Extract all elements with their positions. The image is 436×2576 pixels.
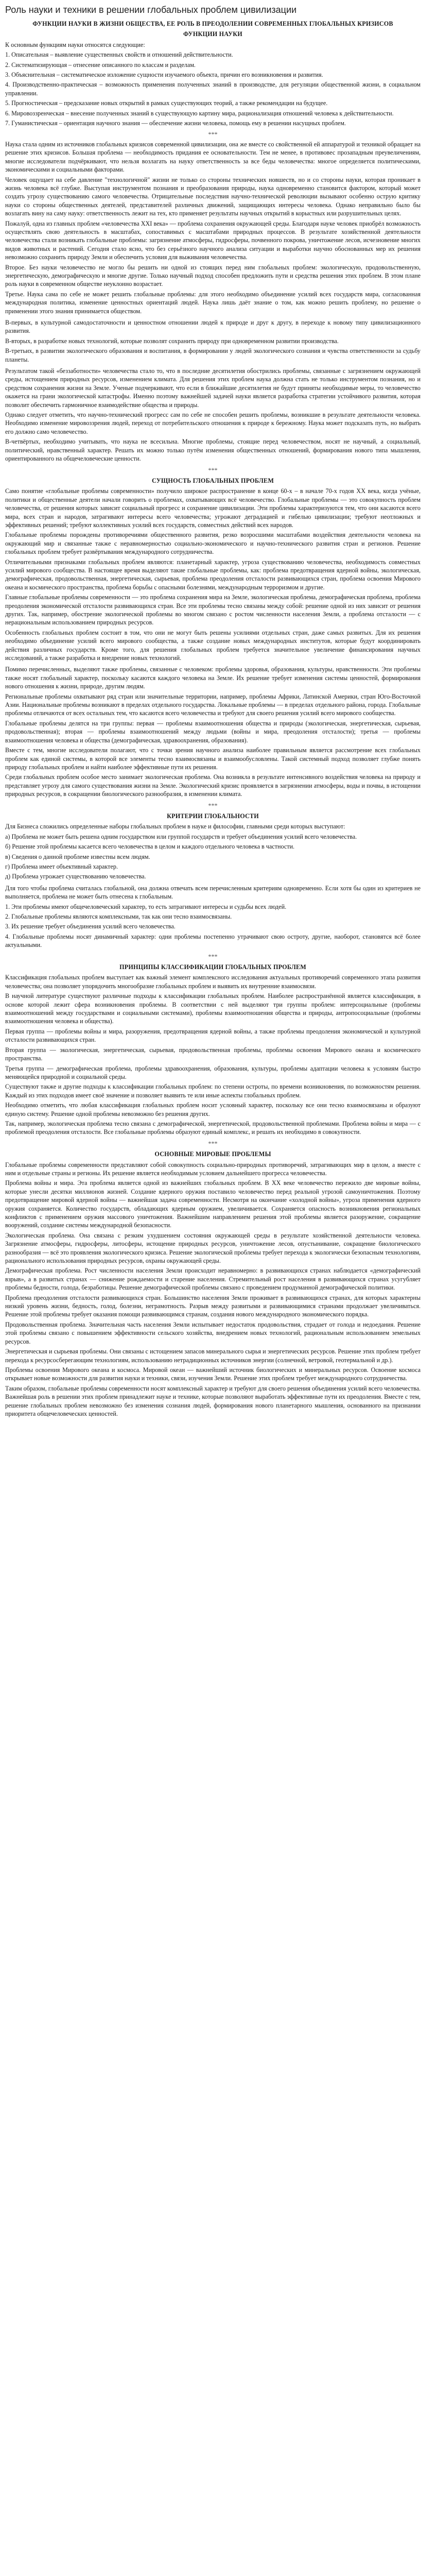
section1-paragraphs xyxy=(5,140,421,315)
paragraph: Необходимо отметить, что любая классификация глобальных проблем носит условный характер, поскольку все они тесно взаимосвязаны и образуют единую систему. Решение одной проблемы невозможно без решения других. xyxy=(5,1101,421,1117)
paragraph: 4. Глобальные проблемы носят динамичный характер: одни проблемы постепенно утрачивают свою остроту, другие, наоборот, становятся всё более актуальными. xyxy=(5,933,421,949)
paragraph: Помимо перечисленных, выделяют также проблемы, связанные с человеком: проблемы здоровья, образования, культуры, нравственности. Эти проблемы также носят глобальный характер, поскольку касаются каждого человека на Земле. Их решение требует изменения системы ценностей, формирования нового отношения к жизни, природе, другим людям. xyxy=(5,666,421,690)
paragraph: Классификация глобальных проблем выступает как важный элемент комплексного исследования актуальных противоречий современного этапа развития человечества; она позволяет упорядочить многообразие глобальных проблем и выявить их внутренние взаимосвязи. xyxy=(5,974,421,990)
section1-numbered-paragraphs xyxy=(5,318,421,364)
criteria-item: б) Решение этой проблемы касается всего человечества в целом и каждого отдельного человека в частности. xyxy=(5,843,295,851)
criteria-list xyxy=(5,833,421,881)
paragraph: Само понятие «глобальные проблемы современности» получило широкое распространение в конце 60-х – в начале 70-х годов XX века, когда учёные, политики и общественные деятели начали говорить о проблемах, охватывающих всё человечество. Глобальные проблемы — это совокупность проблем человечества, от решения которых зависит социальный прогресс и сохранение цивилизации. Эти проблемы характеризуются тем, что они касаются всего мира, всех стран и народов, затрагивают интересы всего человечества; угрожают деградацией и гибелью цивилизации; требуют неотложных и эффективных решений; требуют коллективных усилий всех государств, совместных действий всех народов. xyxy=(5,487,421,529)
section-heading-world-problems: ОСНОВНЫЕ МИРОВЫЕ ПРОБЛЕМЫ xyxy=(154,1150,271,1158)
paragraph: Третья группа — демографическая проблема, проблемы здравоохранения, образования, культуры, проблемы адаптации человека к условиям быстро меняющейся природной и социальной среды. xyxy=(5,1064,421,1080)
subtitle-main: ФУНКЦИИ НАУКИ В ЖИЗНИ ОБЩЕСТВА, ЕЕ РОЛЬ В ПРЕОДОЛЕНИИ СОВРЕМЕННЫХ ГЛОБАЛЬНЫХ КРИЗИСОВ xyxy=(32,20,393,27)
paragraph: Вторая группа — экологическая, энергетическая, сырьевая, продовольственная проблемы, проблемы освоения Мирового океана и космического пространства. xyxy=(5,1046,421,1062)
paragraph: Проблема преодоления отсталости развивающихся стран. Большинство населения Земли проживает в развивающихся странах, для которых характерны низкий уровень жизни, бедность, голод, болезни, неграмотность. Разрыв между развитыми и развивающимися странами продолжает увеличиваться. Решение этой проблемы требует оказания помощи развивающимся странам, создания нового международного экономического порядка. xyxy=(5,1294,421,1318)
paragraph: Результатом такой «беззаботности» человечества стало то, что в последние десятилетия обострились проблемы, связанные с загрязнением окружающей среды, истощением природных ресурсов, изменением климата. Для решения этих проблем наука должна стать не только инструментом познания, но и средством сохранения жизни на Земле. Ученые подчеркивают, что если в ближайшие десятилетия не будут приняты необходимые меры, то человечество окажется на грани экологической катастрофы. Именно поэтому важнейшей задачей науки является разработка стратегии устойчивого развития, которая позволит обеспечить гармоничное взаимодействие общества и природы. xyxy=(5,367,421,409)
section4-paragraphs xyxy=(5,973,421,1136)
function-item: 2. Систематизирующая – отнесение описанного по классам и разделам. xyxy=(5,61,196,69)
section-intro: Для Бизнеса сложились определенные наборы глобальных проблем в науке и философии, главными среди которых выступают: xyxy=(5,823,345,831)
paragraph: Существуют также и другие подходы к классификации глобальных проблем: по степени остроты, по времени возникновения, по возможностям решения. Каждый из этих подходов имеет своё значение и позволяет выявить те или иные аспекты глобальных проблем. xyxy=(5,1083,421,1099)
criteria-item: а) Проблема не может быть решена одним государством или группой государств и требует объединения усилий всего человечества. xyxy=(5,833,357,840)
paragraph: Третье. Наука сама по себе не может решить глобальные проблемы: для этого необходимо объединение усилий всех государств мира, согласованная международная политика, изменение ценностных ориентаций людей. Наука лишь даёт знание о том, как можно решить проблему, но решение о применении этого знания принимается обществом. xyxy=(5,290,421,315)
paragraph: Вместе с тем, многие исследователи полагают, что с точки зрения научного анализа наиболее правильным является рассмотрение всех глобальных проблем как единой системы, в которой все элементы тесно взаимосвязаны и взаимообусловлены. Такой системный подход позволяет глубже понять природу глобальных проблем и найти наиболее эффективные пути их решения. xyxy=(5,747,421,771)
separator: *** xyxy=(208,1140,218,1147)
paragraph: Экологическая проблема. Она связана с резким ухудшением состояния окружающей среды в результате хозяйственной деятельности человека. Загрязнение атмосферы, гидросферы, литосферы, истощение природных ресурсов, уничтожение лесов, опустынивание, сокращение биологического разнообразия — всё это проявления экологического кризиса. Решение экологической проблемы требует перехода к экологически безопасным технологиям, рационального использования природных ресурсов, охраны окружающей среды. xyxy=(5,1231,421,1265)
paragraph: В-третьих, в развитии экологического образования и воспитания, в формировании у людей экологического сознания и чувства ответственности за судьбу планеты. xyxy=(5,347,421,363)
criteria-item: в) Сведения о данной проблеме известны всем людям. xyxy=(5,853,150,860)
section3-paragraphs xyxy=(5,884,421,950)
section-heading-criteria: КРИТЕРИИ ГЛОБАЛЬНОСТИ xyxy=(167,812,259,820)
section2-paragraphs xyxy=(5,487,421,662)
criteria-item: г) Проблема имеет объективный характер. xyxy=(5,862,118,870)
separator: *** xyxy=(208,802,218,809)
paragraph: Однако следует отметить, что научно-технический прогресс сам по себе не способен решить проблемы, возникшие в результате деятельности человека. Необходимо изменение мировоззрения людей, переход от потребительского отношения к природе к бережному. Наука может подсказать путь, но выбрать его должно само человечество. xyxy=(5,411,421,435)
paragraph: Второе. Без науки человечество не могло бы решить ни одной из стоящих перед ним глобальных проблем: экологическую, продовольственную, энергетическую, демографическую и многие другие. Только научный подход способен предложить пути и средства решения этих проблем. В этом плане роль науки в современном обществе неуклонно возрастает. xyxy=(5,263,421,288)
function-item: 4. Производственно-практическая – возможность применения полученных знаний в производстве, для регуляции общественной жизни, в социальном управлении. xyxy=(5,81,421,97)
paragraph: Продовольственная проблема. Значительная часть населения Земли испытывает недостаток продовольствия, страдает от голода и недоедания. Решение этой проблемы связано с повышением эффективности сельского хозяйства, внедрением новых технологий, рациональным использованием земельных ресурсов. xyxy=(5,1320,421,1345)
paragraph: Отличительными признаками глобальных проблем являются: планетарный характер, угроза существованию человечества, необходимость совместных усилий мирового сообщества. В настоящее время выделяют такие глобальные проблемы, как: проблема предотвращения ядерной войны, экологическая, демографическая, продовольственная, энергетическая, сырьевая, проблема преодоления отсталости развивающихся стран, проблема освоения Мирового океана и космического пространства, проблема борьбы с опасными болезнями, международным терроризмом и другие. xyxy=(5,558,421,591)
paragraph: В-вторых, в разработке новых технологий, которые позволят сохранить природу при одновременном развитии производства. xyxy=(5,337,339,345)
function-item: 5. Прогностическая – предсказание новых открытий в рамках существующих теорий, а также рекомендации на будущее. xyxy=(5,99,328,107)
paragraph: В-первых, в культурной самодостаточности и ценностном отношении людей к природе и друг к другу, в переходе к новому типу цивилизационного развития. xyxy=(5,319,421,335)
paragraph: В научной литературе существуют различные подходы к классификации глобальных проблем. Наиболее распространённой является классификация, в основе которой лежит сфера возникновения проблемы. В соответствии с ней выделяют три группы проблем: интерсоциальные (проблемы взаимоотношений между государствами и социальными системами), проблемы взаимоотношения общества и природы, антропосоциальные (проблемы взаимоотношения человека и общества). xyxy=(5,992,421,1025)
separator: *** xyxy=(208,953,218,960)
functions-list xyxy=(5,50,421,127)
function-item: 6. Мировоззренческая – внесение полученных знаний в существующую картину мира, рационализация отношений человека к действительности. xyxy=(5,109,394,117)
paragraph: 2. Глобальные проблемы являются комплексными, так как они тесно взаимосвязаны. xyxy=(5,913,232,920)
paragraph: Пожалуй, одна из главных проблем «человечества XXI века» — проблема сохранения окружающей среды. Благодаря науке человек приобрёл возможность осуществлять свою деятельность в масштабах, сопоставимых с масштабами природных процессов. В результате хозяйственной деятельности человечества стали возникать глобальные проблемы: загрязнение атмосферы, гидросферы, почвенного покрова, уничтожение лесов, исчезновение многих видов животных и растений. Сегодня стало ясно, что без серьёзного научного анализа ситуации и выработки научно обоснованных мер их решения невозможно сохранить природу Земли и обеспечить условия для выживания человечества. xyxy=(5,219,421,261)
function-item: 3. Объяснительная – систематическое изложение сущности изучаемого объекта, причин его возникновения и развития. xyxy=(5,71,323,79)
function-item: 1. Описательная – выявление существенных свойств и отношений действительности. xyxy=(5,51,233,59)
section-intro: К основным функциям науки относятся следующие: xyxy=(5,41,145,48)
paragraph: Глобальные проблемы порождены противоречиями общественного развития, резко возросшими масштабами воздействия деятельности человека на окружающий мир и связанные также с неравномерностью социально-экономического и научно-технического развития стран и регионов. Решение глобальных проблем требует развёртывания международного сотрудничества. xyxy=(5,531,421,556)
section5-paragraphs xyxy=(5,1161,421,1418)
section2-more-paragraphs xyxy=(5,665,421,798)
paragraph: 3. Их решение требует объединения усилий всего человечества. xyxy=(5,923,176,930)
paragraph: Глобальные проблемы делятся на три группы: первая — проблемы взаимоотношения общества и природы (экологическая, энергетическая, сырьевая, продовольственная); вторая — проблемы взаимоотношений между людьми (войны и мира, преодоления отсталости); третья — проблемы взаимоотношения человека и общества (демографическая, здравоохранения, образования). xyxy=(5,719,421,744)
paragraph: Человек ощущает на себе давление "технологичной" жизни не только со стороны технических новшеств, но и со стороны науки, которая проникает в жизнь человека всё глубже. Выступая инструментом познания и преобразования природы, наука одновременно становится фактором, который может создать угрозу существованию самого человечества. Отрицательные последствия научно-технической революции вызывают особенно острую критику науки со стороны общественных деятелей, представителей различных движений, защищающих интересы человека. Однако неправильно было бы возлагать вину на саму науку: ответственность лежит на тех, кто применяет результаты научных открытий в корыстных или разрушительных целях. xyxy=(5,176,421,217)
separator: *** xyxy=(208,131,218,139)
paragraph: Проблемы освоения Мирового океана и космоса. Мировой океан — важнейший источник биологических и минеральных ресурсов. Освоение космоса открывает новые возможности для развития науки и техники, связи, изучения Земли. Решение этих проблем требует международного сотрудничества. xyxy=(5,1366,421,1382)
paragraph: Так, например, экологическая проблема тесно связана с демографической, энергетической, продовольственной проблемами. Проблема войны и мира — с проблемой преодоления отсталости. Все глобальные проблемы образуют единый комплекс, и решать их необходимо в совокупности. xyxy=(5,1120,421,1136)
paragraph: Среди глобальных проблем особое место занимает экологическая проблема. Она возникла в результате интенсивного воздействия человека на природу и представляет угрозу для самого существования жизни на Земле. Экологический кризис проявляется в загрязнении атмосферы, воды и почвы, в истощении природных ресурсов, в сокращении биологического разнообразия, в изменении климата. xyxy=(5,773,421,798)
paragraph: Региональные проблемы охватывают ряд стран или значительные территории, например, проблемы Африки, Латинской Америки, стран Юго-Восточной Азии. Национальные проблемы возникают в пределах отдельного государства. Локальные проблемы — в пределах отдельного района, города. Глобальные проблемы отличаются от всех остальных тем, что касаются всего человечества и требуют для своего решения усилий всего мирового сообщества. xyxy=(5,692,421,717)
paragraph: В-четвёртых, необходимо учитывать, что наука не всесильна. Многие проблемы, стоящие перед человечеством, носят не научный, а социальный, политический, нравственный характер. Решать их можно только путём изменения общественных отношений, формирования нового типа мышления, ориентированного на общечеловеческие ценности. xyxy=(5,438,421,463)
section1-more-paragraphs xyxy=(5,367,421,463)
section-heading-functions: ФУНКЦИИ НАУКИ xyxy=(183,30,242,38)
paragraph: Глобальные проблемы современности представляют собой совокупность социально-природных противоречий, затрагивающих мир в целом, а вместе с ним и отдельные страны и регионы. Их решение является необходимым условием дальнейшего прогресса человечества. xyxy=(5,1161,421,1177)
paragraph: Наука стала одним из источников глобальных кризисов современной цивилизации, она же вместе со свойственной ей аппаратурой и техникой обращает на решение этих кризисов. Большая проблема — необходимость придания ее основательности. Тем не менее, в противовес прозападным преувеличениям, многие исследователи подчёркивают, что нельзя возлагать на науку ответственность за все беды человечества: многое определяется политическими, экономическими и социальными факторами. xyxy=(5,140,421,174)
paragraph: Демографическая проблема. Рост численности населения Земли происходит неравномерно: в развивающихся странах наблюдается «демографический взрыв», а в развитых странах — снижение рождаемости и старение населения. Стремительный рост населения в развивающихся странах усугубляет проблемы бедности, голода, безработицы. Решение демографической проблемы связано с проведением продуманной демографической политики. xyxy=(5,1267,421,1292)
section-heading-essence: СУЩНОСТЬ ГЛОБАЛЬНЫХ ПРОБЛЕМ xyxy=(151,477,274,484)
separator: *** xyxy=(208,466,218,474)
page-title: Роль науки и техники в решении глобальных проблем цивилизации xyxy=(5,5,297,15)
function-item: 7. Гуманистическая – ориентация научного знания — обеспечение жизни человека, помощь ему в решении насущных проблем. xyxy=(5,120,346,127)
paragraph: Энергетическая и сырьевая проблемы. Они связаны с истощением запасов минерального сырья и энергетических ресурсов. Решение этих проблем требует перехода к ресурсосберегающим технологиям, использованию нетрадиционных источников энергии (солнечной, ветровой, геотермальной и др.). xyxy=(5,1348,421,1364)
paragraph: Таким образом, глобальные проблемы современности носят комплексный характер и требуют для своего решения объединения усилий всего человечества. Важнейшая роль в решении этих проблем принадлежит науке и технике, которые позволяют выработать эффективные пути их преодоления. Вместе с тем, решение глобальных проблем невозможно без изменения сознания людей, формирования нового планетарного мышления, основанного на признании приоритета общечеловеческих ценностей. xyxy=(5,1384,421,1417)
criteria-item: д) Проблема угрожает существованию человечества. xyxy=(5,873,146,880)
paragraph: Главные глобальные проблемы современности — это проблема сохранения мира на Земле, экологическая проблема, демографическая проблема, проблема преодоления экономической отсталости развивающихся стран. Все эти проблемы тесно связаны между собой: решение одной из них зависит от решения других. Так, например, обострение экологической проблемы во многом связано с ростом численности населения Земли, а проблема отсталости — с нерациональным использованием природных ресурсов. xyxy=(5,594,421,626)
section-heading-classification: ПРИНЦИПЫ КЛАССИФИКАЦИИ ГЛОБАЛЬНЫХ ПРОБЛЕМ xyxy=(119,963,306,971)
paragraph: Проблема войны и мира. Эта проблема является одной из важнейших глобальных проблем. В XX веке человечество пережило две мировые войны, которые унесли десятки миллионов жизней. Создание ядерного оружия поставило человечество перед реальной угрозой самоуничтожения. Поэтому предотвращение мировой ядерной войны — важнейшая задача современности. Несмотря на окончание «холодной войны», угроза применения ядерного оружия сохраняется. Количество государств, обладающих ядерным оружием, увеличивается. Сохраняется опасность возникновения региональных конфликтов с применением оружия массового уничтожения. Важнейшим направлением решения этой проблемы является разоружение, сокращение вооружений, создание системы международной безопасности. xyxy=(5,1179,421,1229)
paragraph: 1. Эти проблемы имеют общечеловеческий характер, то есть затрагивают интересы и судьбы всех людей. xyxy=(5,903,287,910)
paragraph: Особенность глобальных проблем состоит в том, что они не могут быть решены усилиями отдельных стран, даже самых развитых. Для их решения необходимо объединение усилий всего мирового сообщества, а также создание новых международных институтов, которые будут координировать действия различных государств. Кроме того, для решения глобальных проблем требуется значительное увеличение финансирования научных исследований, а также разработка и внедрение новых технологий. xyxy=(5,629,421,662)
paragraph: Для того чтобы проблема считалась глобальной, она должна отвечать всем перечисленным критериям одновременно. Если хотя бы один из критериев не выполняется, проблема не может быть отнесена к глобальным. xyxy=(5,884,421,901)
paragraph: Первая группа — проблемы войны и мира, разоружения, предотвращения ядерной войны, а также проблемы преодоления экономической и культурной отсталости развивающихся стран. xyxy=(5,1027,421,1044)
